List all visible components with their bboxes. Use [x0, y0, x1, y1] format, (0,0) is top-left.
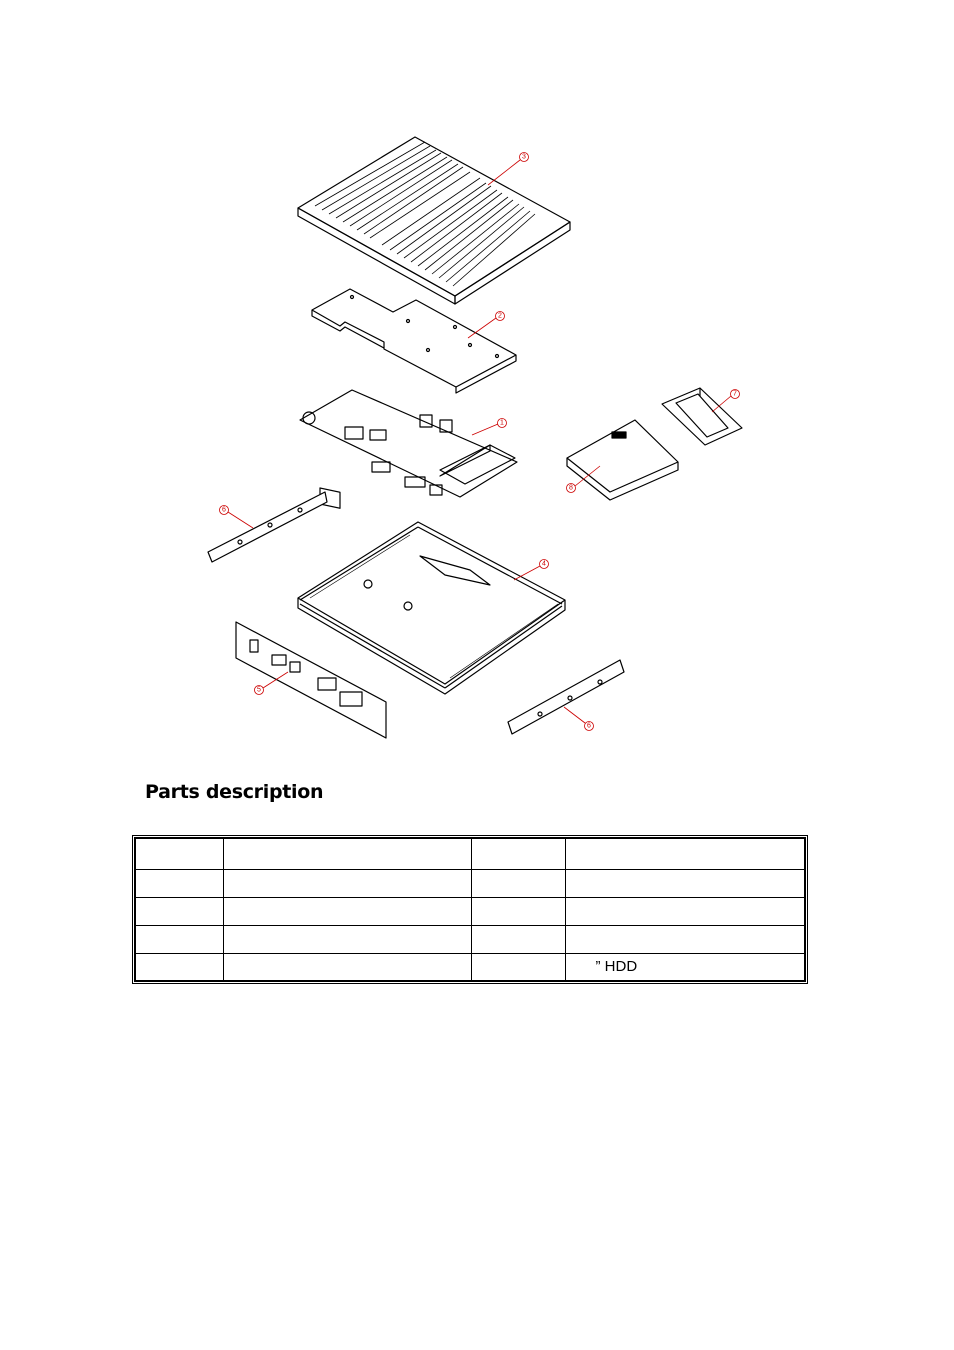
svg-text:7: 7: [733, 390, 737, 398]
table-cell: [135, 897, 223, 925]
svg-text:8: 8: [569, 484, 573, 492]
callout-3: [488, 153, 529, 186]
side-bracket-right: [508, 660, 624, 734]
svg-text:4: 4: [542, 560, 546, 568]
table-row: [135, 925, 805, 953]
table-cell: [223, 953, 471, 981]
heatsink-cover: [298, 137, 570, 304]
table-cell: [471, 953, 565, 981]
table-cell: [135, 925, 223, 953]
table-row: [135, 838, 805, 869]
table-cell: [565, 925, 805, 953]
section-heading: Parts description: [145, 781, 324, 803]
callout-2: [468, 312, 505, 339]
hard-disk-drive: [567, 420, 678, 500]
table-cell: [223, 869, 471, 897]
table-cell: [135, 869, 223, 897]
svg-text:1: 1: [500, 419, 504, 427]
thermal-plate: [312, 289, 516, 393]
table-row: [135, 869, 805, 897]
table-cell: [223, 925, 471, 953]
table-cell: [565, 897, 805, 925]
table-cell: [471, 869, 565, 897]
callout-4: [514, 560, 549, 581]
chassis-base: [298, 522, 565, 694]
side-bracket-left: [208, 492, 327, 562]
svg-text:3: 3: [522, 153, 526, 161]
table-cell: [223, 897, 471, 925]
svg-text:5: 5: [257, 686, 261, 694]
io-panel: [236, 622, 386, 738]
table-row: [135, 897, 805, 925]
callout-6-left: [220, 506, 254, 529]
table-row: [135, 953, 805, 981]
table-cell: [565, 869, 805, 897]
svg-text:6: 6: [587, 722, 591, 730]
svg-text:6: 6: [222, 506, 226, 514]
table-cell: [471, 925, 565, 953]
table-cell: [471, 897, 565, 925]
table-cell: [471, 838, 565, 869]
svg-text:2: 2: [498, 312, 502, 320]
mainboard: [300, 390, 517, 508]
table-cell: ” HDD: [565, 953, 805, 981]
callout-7: [712, 390, 740, 413]
table-cell: [223, 838, 471, 869]
callout-6-right: [564, 707, 594, 731]
table-cell: [135, 953, 223, 981]
table-cell: [565, 838, 805, 869]
table-cell: [135, 838, 223, 869]
parts-table: [134, 837, 806, 982]
callout-1: [472, 419, 507, 436]
